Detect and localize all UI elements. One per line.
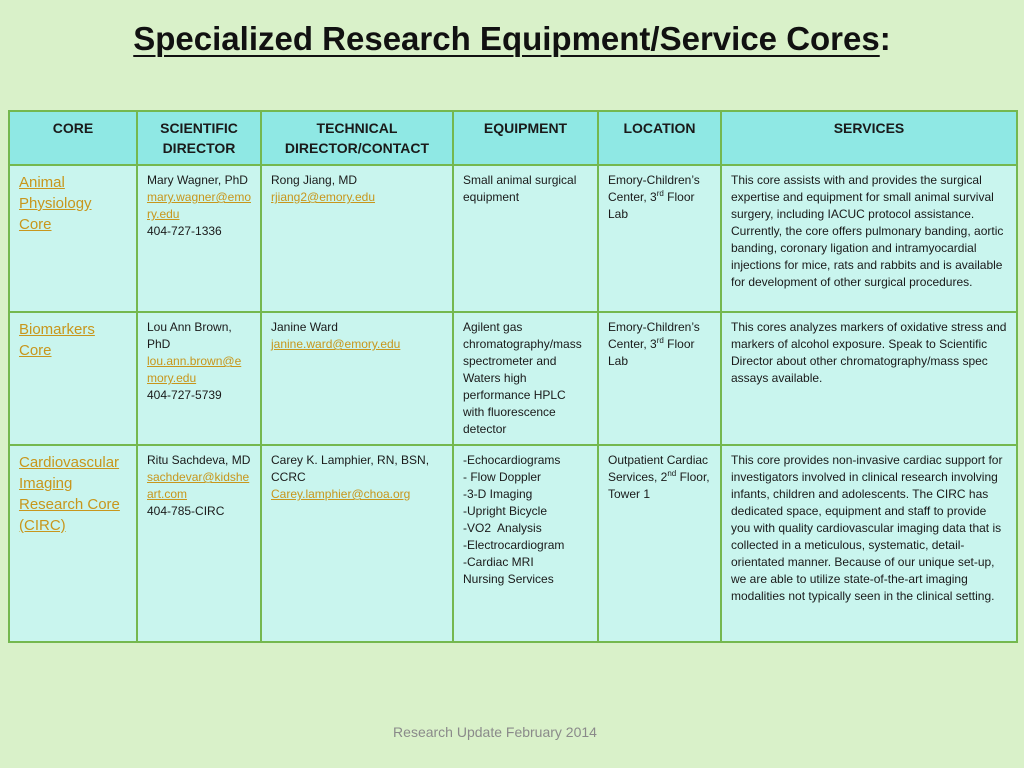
table-header-row <box>9 111 1017 165</box>
equipment-item: -Cardiac MRI <box>463 555 534 569</box>
equipment-item: Agilent gas chromatography/mass spectrometer and Waters high performance HPLC with fluorescence detector <box>463 320 582 436</box>
technical-director-email[interactable]: Carey.lamphier@choa.org <box>271 487 411 501</box>
equipment-item: -Upright Bicycle <box>463 504 548 518</box>
core-cell <box>9 445 137 642</box>
header-equipment: EQUIPMENT <box>453 111 598 165</box>
cores-table <box>8 110 1018 643</box>
page-title-text: Specialized Research Equipment/Service Cores <box>133 20 880 57</box>
scientific-director-cell <box>137 312 261 445</box>
core-link-cardiovascular-imaging[interactable]: Cardiovascular Imaging Research Core (CIRC) <box>19 454 120 534</box>
equipment-item: Small animal surgical equipment <box>463 173 577 204</box>
location-text-rest: Floor Lab <box>608 337 695 368</box>
services-text: This cores analyzes markers of oxidative stress and markers of alcohol exposure. Speak to Scientific Director about other chromatography/mass spec assays available. <box>731 320 1007 385</box>
header-technical-director: TECHNICAL DIRECTOR/CONTACT <box>261 111 453 165</box>
equipment-item: Nursing Services <box>463 572 554 586</box>
services-cell <box>721 445 1017 642</box>
equipment-item: -Electrocardiogram <box>463 538 565 552</box>
scientific-director-phone: 404-785-CIRC <box>147 504 225 518</box>
location-cell <box>598 312 721 445</box>
core-link-biomarkers[interactable]: Biomarkers Core <box>19 321 95 359</box>
location-cell <box>598 165 721 312</box>
equipment-item: -3-D Imaging <box>463 487 533 501</box>
services-text: This core provides non-invasive cardiac support for investigators involved in clinical research involving infants, children and adolescents. The CIRC has dedicated space, equipment and staff to provide you with quality cardiovascular imaging data that is collected in a meticulous, systematic, detail-orientated manner. Because of our unique set-up, we are able to utilize state-of-the-art imaging modalities not typically seen in the clinical setting. <box>731 453 1003 603</box>
location-text-rest: Floor Lab <box>608 190 695 221</box>
technical-director-name: Janine Ward <box>271 320 338 334</box>
core-cell <box>9 312 137 445</box>
technical-director-name: Rong Jiang, MD <box>271 173 358 187</box>
core-cell <box>9 165 137 312</box>
location-ordinal: rd <box>656 336 664 345</box>
services-cell <box>721 165 1017 312</box>
services-text: This core assists with and provides the surgical expertise and equipment for small animal survival surgery, including IACUC protocol assistance. Currently, the core offers pulmonary banding, aortic banding, coronary ligation and intramyocardial injections for mice, rats and rabbits and is available for development of other surgical procedures. <box>731 173 1004 289</box>
table-row <box>9 165 1017 312</box>
technical-director-cell <box>261 445 453 642</box>
location-text: Emory-Children’s Center, 3 <box>608 320 700 351</box>
scientific-director-name: Lou Ann Brown, PhD <box>147 320 232 351</box>
scientific-director-cell <box>137 165 261 312</box>
equipment-cell <box>453 445 598 642</box>
equipment-cell <box>453 165 598 312</box>
scientific-director-name: Mary Wagner, PhD <box>147 173 248 187</box>
technical-director-email[interactable]: rjiang2@emory.edu <box>271 190 376 204</box>
header-scientific-director: SCIENTIFIC DIRECTOR <box>137 111 261 165</box>
equipment-item: -Echocardiograms <box>463 453 561 467</box>
scientific-director-email[interactable]: lou.ann.brown@emory.edu <box>147 354 242 385</box>
technical-director-cell <box>261 312 453 445</box>
location-ordinal: nd <box>667 469 677 478</box>
page-title-colon: : <box>879 20 891 57</box>
table-row <box>9 445 1017 642</box>
technical-director-email[interactable]: janine.ward@emory.edu <box>271 337 401 351</box>
technical-director-cell <box>261 165 453 312</box>
core-link-animal-physiology[interactable]: Animal Physiology Core <box>19 174 92 233</box>
scientific-director-phone: 404-727-1336 <box>147 224 222 238</box>
scientific-director-email[interactable]: sachdevar@kidsheart.com <box>147 470 250 501</box>
header-core: CORE <box>9 111 137 165</box>
header-services: SERVICES <box>721 111 1017 165</box>
header-location: LOCATION <box>598 111 721 165</box>
services-cell <box>721 312 1017 445</box>
equipment-cell <box>453 312 598 445</box>
location-text: Emory-Children’s Center, 3 <box>608 173 700 204</box>
technical-director-name: Carey K. Lamphier, RN, BSN, CCRC <box>271 453 430 484</box>
page-title <box>0 20 1024 58</box>
footer-text: Research Update February 2014 <box>393 724 597 740</box>
scientific-director-phone: 404-727-5739 <box>147 388 222 402</box>
location-ordinal: rd <box>656 189 664 198</box>
equipment-item: - Flow Doppler <box>463 470 542 484</box>
equipment-item: -VO2 Analysis <box>463 521 542 535</box>
scientific-director-cell <box>137 445 261 642</box>
location-text-rest: Floor, Tower 1 <box>608 470 710 501</box>
scientific-director-email[interactable]: mary.wagner@emory.edu <box>147 190 251 221</box>
scientific-director-name: Ritu Sachdeva, MD <box>147 453 251 467</box>
table-row <box>9 312 1017 445</box>
location-text: Outpatient Cardiac Services, 2 <box>608 453 709 484</box>
location-cell <box>598 445 721 642</box>
